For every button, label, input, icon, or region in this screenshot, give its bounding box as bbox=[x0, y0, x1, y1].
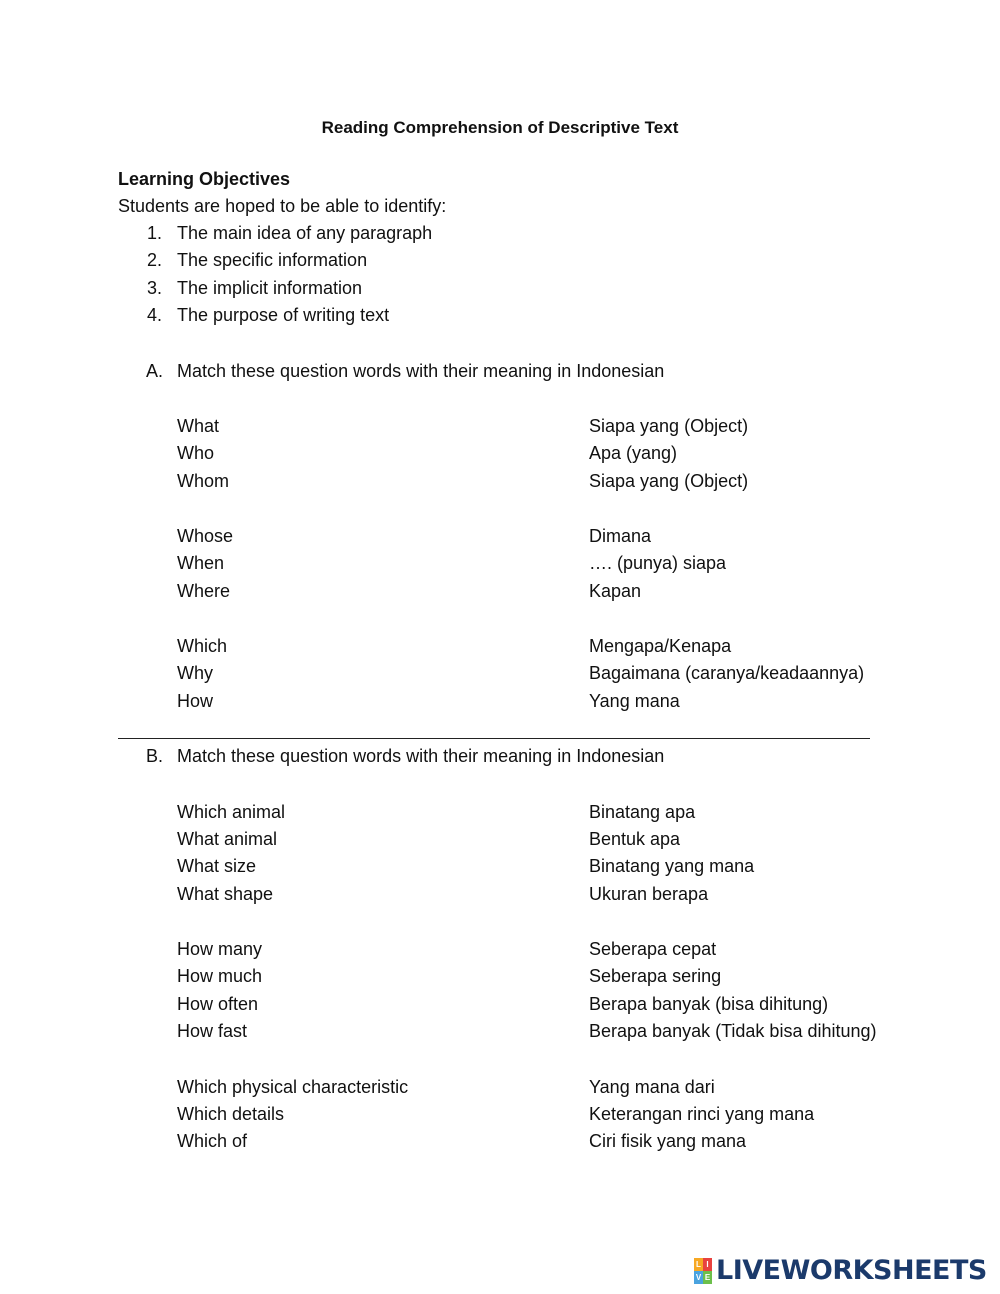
question-word: How fast bbox=[177, 1021, 248, 1041]
question-word: Which details bbox=[177, 1104, 285, 1124]
list-item-number: 3. bbox=[146, 278, 162, 298]
indonesian-meaning: Ciri fisik yang mana bbox=[589, 1131, 747, 1151]
objectives-intro: Students are hoped to be able to identify: bbox=[118, 196, 447, 216]
indonesian-meaning: Binatang apa bbox=[589, 802, 696, 822]
section-a-instruction: Match these question words with their meaning in Indonesian bbox=[177, 361, 665, 381]
indonesian-meaning: Berapa banyak (Tidak bisa dihitung) bbox=[589, 1021, 877, 1041]
logo-text: LIVEWORKSHEETS bbox=[716, 1255, 987, 1286]
indonesian-meaning: Mengapa/Kenapa bbox=[589, 636, 732, 656]
section-a-letter: A. bbox=[146, 361, 164, 381]
indonesian-meaning: Bentuk apa bbox=[589, 829, 681, 849]
question-word: How many bbox=[177, 939, 263, 959]
question-word: Which of bbox=[177, 1131, 248, 1151]
list-item: The main idea of any paragraph bbox=[177, 223, 433, 243]
list-item: The specific information bbox=[177, 250, 368, 270]
question-word: Which bbox=[177, 636, 228, 656]
list-item-number: 2. bbox=[146, 250, 162, 270]
question-word: What animal bbox=[177, 829, 278, 849]
indonesian-meaning: Dimana bbox=[589, 526, 652, 546]
liveworksheets-mark-icon bbox=[694, 1258, 712, 1284]
list-item-number: 1. bbox=[146, 223, 162, 243]
question-word: Where bbox=[177, 581, 231, 601]
indonesian-meaning: Seberapa cepat bbox=[589, 939, 717, 959]
page-title: Reading Comprehension of Descriptive Text bbox=[321, 118, 679, 137]
logo-mark-cell: V bbox=[695, 1273, 702, 1282]
objectives-heading: Learning Objectives bbox=[118, 169, 291, 189]
list-item: The implicit information bbox=[177, 278, 363, 298]
liveworksheets-logo bbox=[694, 1256, 987, 1286]
indonesian-meaning: Siapa yang (Object) bbox=[589, 471, 749, 491]
indonesian-meaning: Bagaimana (caranya/keadaannya) bbox=[589, 663, 865, 683]
question-word: Why bbox=[177, 663, 213, 683]
list-item: The purpose of writing text bbox=[177, 305, 390, 325]
indonesian-meaning: Yang mana bbox=[589, 691, 680, 711]
indonesian-meaning: Ukuran berapa bbox=[589, 884, 709, 904]
logo-mark-cell: E bbox=[704, 1273, 711, 1282]
indonesian-meaning: Keterangan rinci yang mana bbox=[589, 1104, 815, 1124]
question-word: When bbox=[177, 553, 225, 573]
question-word: Whom bbox=[177, 471, 230, 491]
indonesian-meaning: …. (punya) siapa bbox=[589, 553, 727, 573]
section-b-instruction: Match these question words with their meaning in Indonesian bbox=[177, 746, 665, 766]
question-word: What shape bbox=[177, 884, 274, 904]
question-word: How much bbox=[177, 966, 263, 986]
indonesian-meaning: Siapa yang (Object) bbox=[589, 416, 749, 436]
question-word: Who bbox=[177, 443, 215, 463]
section-divider bbox=[118, 738, 870, 739]
indonesian-meaning: Binatang yang mana bbox=[589, 856, 755, 876]
indonesian-meaning: Seberapa sering bbox=[589, 966, 722, 986]
list-item-number: 4. bbox=[146, 305, 162, 325]
logo-mark-cell: L bbox=[694, 1258, 703, 1271]
indonesian-meaning: Yang mana dari bbox=[589, 1077, 715, 1097]
question-word: What size bbox=[177, 856, 257, 876]
question-word: Which physical characteristic bbox=[177, 1077, 409, 1097]
question-word: How bbox=[177, 691, 214, 711]
question-word: What bbox=[177, 416, 220, 436]
section-b-letter: B. bbox=[146, 746, 164, 766]
question-word: Whose bbox=[177, 526, 234, 546]
indonesian-meaning: Berapa banyak (bisa dihitung) bbox=[589, 994, 829, 1014]
logo-mark-cell: I bbox=[703, 1258, 712, 1271]
question-word: How often bbox=[177, 994, 259, 1014]
indonesian-meaning: Kapan bbox=[589, 581, 642, 601]
question-word: Which animal bbox=[177, 802, 286, 822]
indonesian-meaning: Apa (yang) bbox=[589, 443, 678, 463]
